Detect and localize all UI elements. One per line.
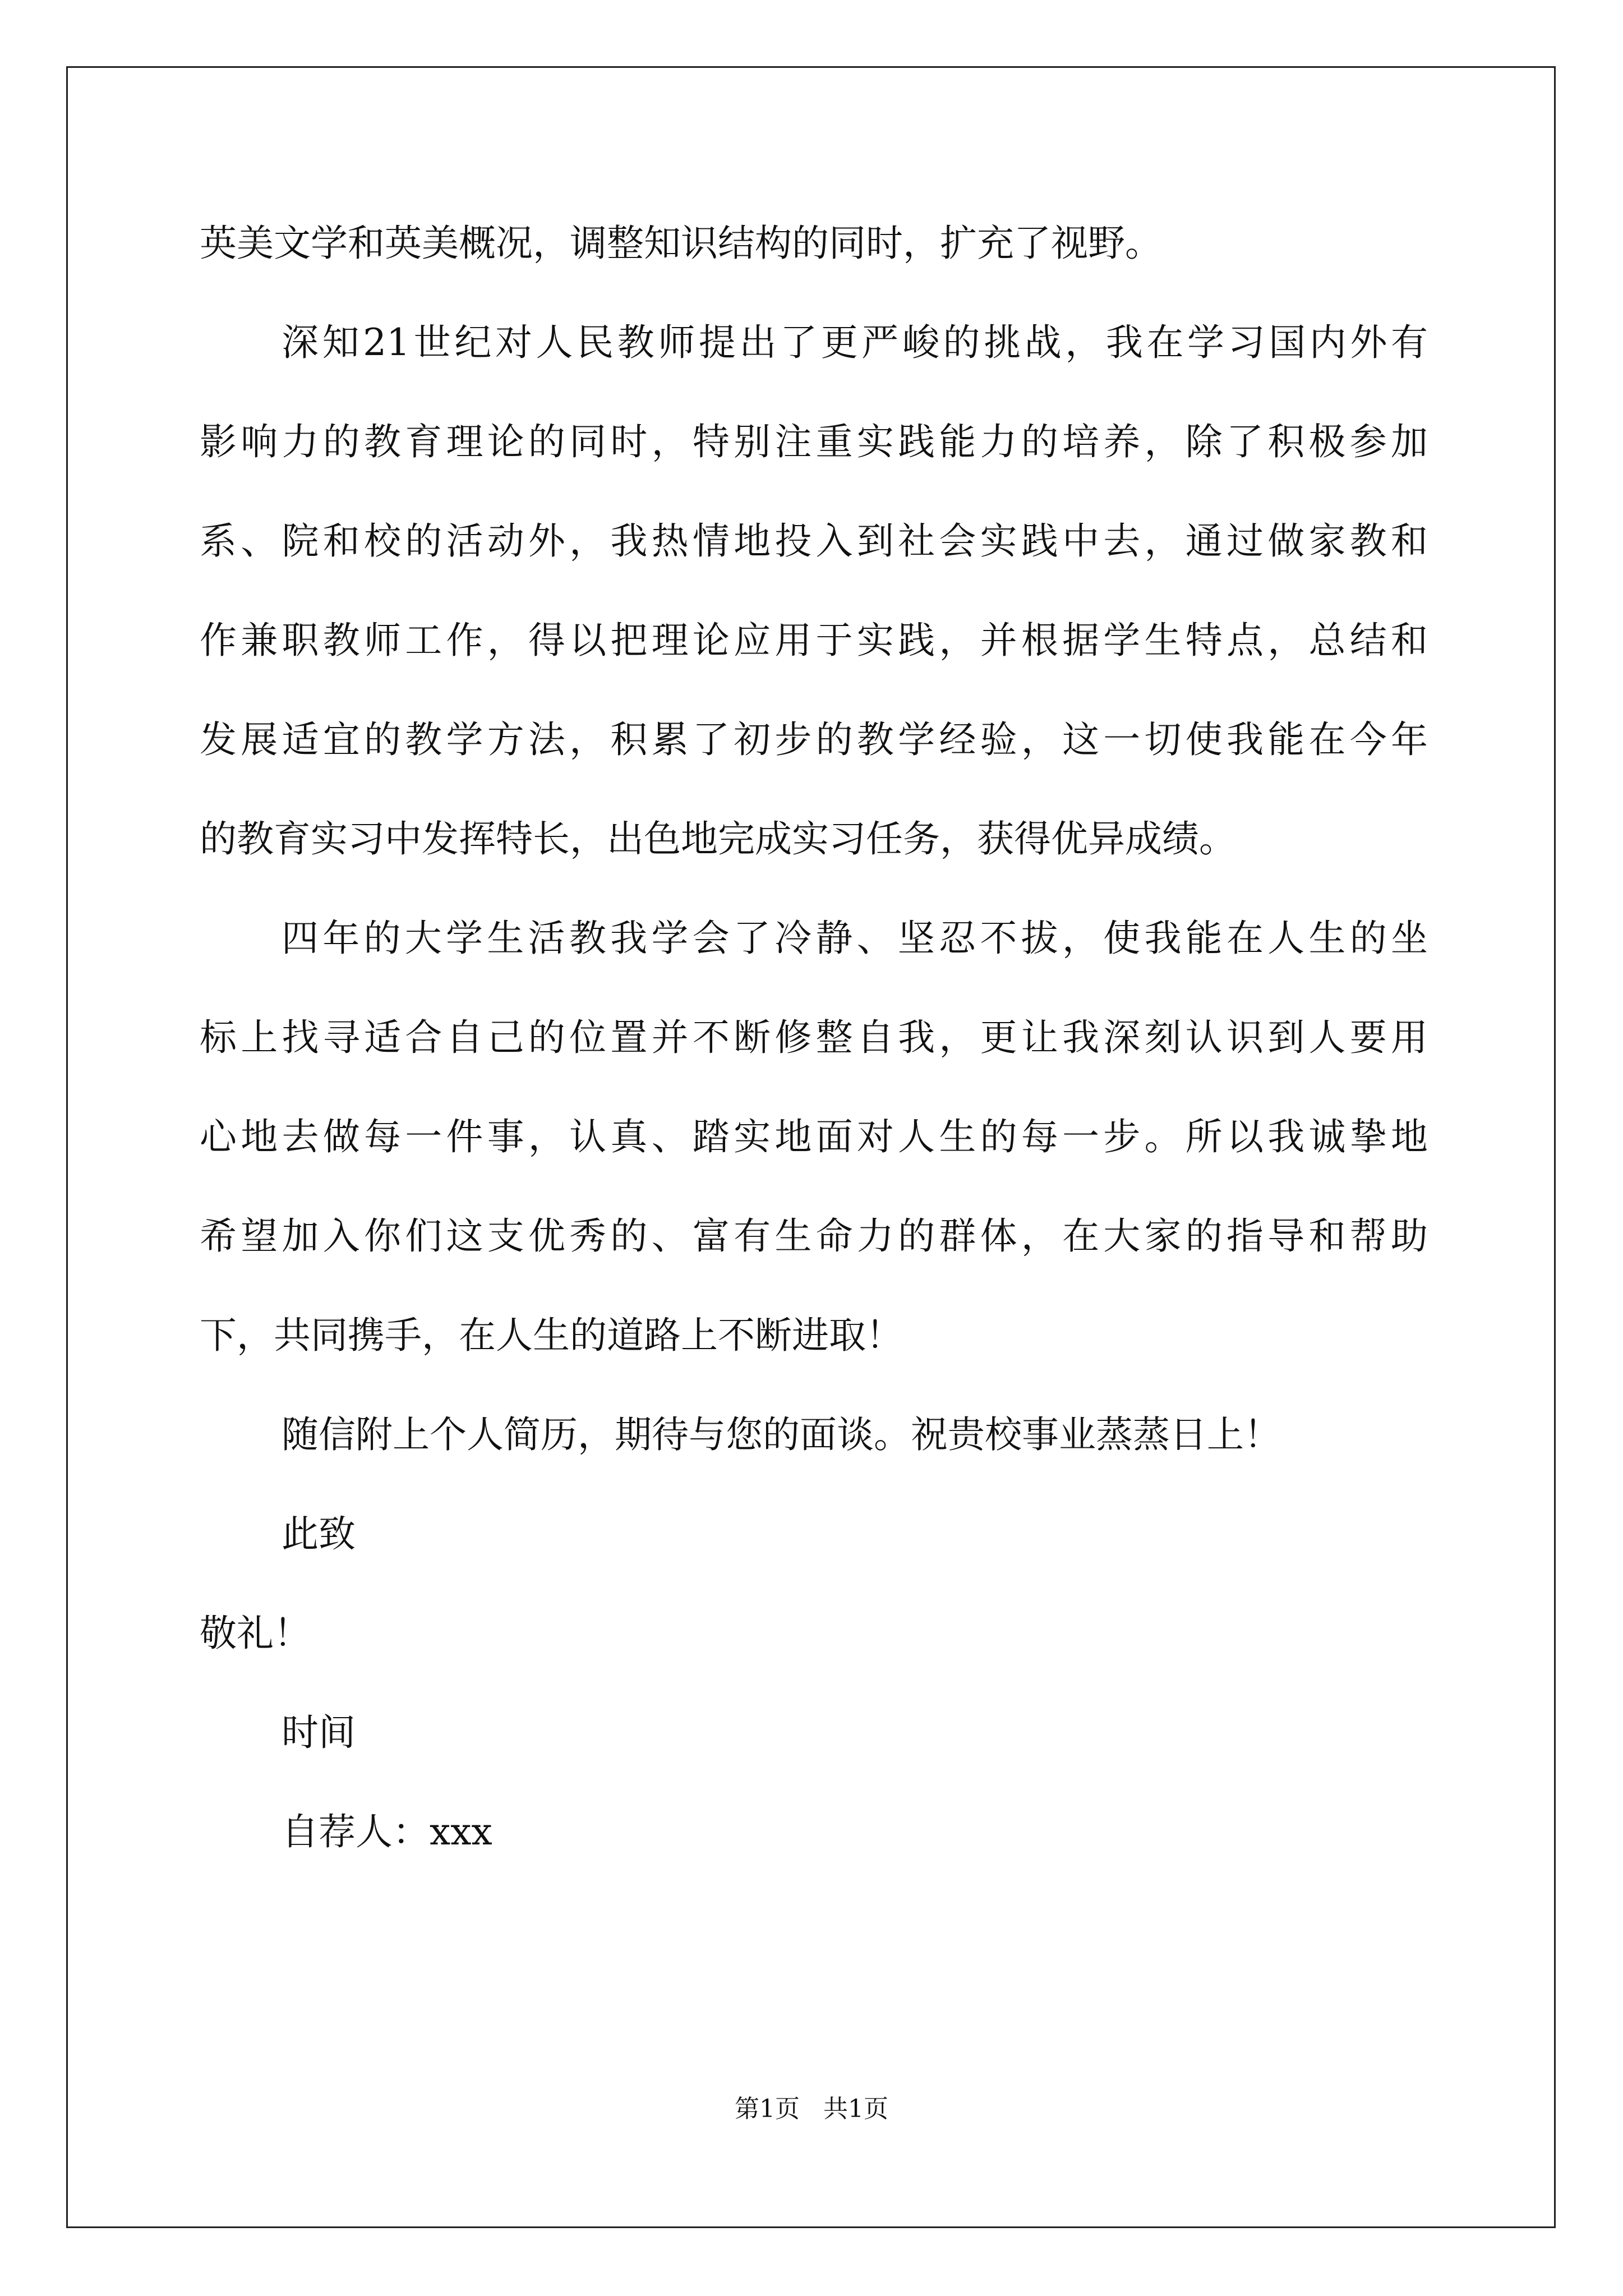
signature-line: 自荐人：xxx <box>282 1810 492 1853</box>
text-line: 发展适宜的教学方法，积累了初步的教学经验，这一切使我能在今年 <box>200 718 1428 761</box>
closing-line: 敬礼！ <box>200 1612 311 1655</box>
text-line: 系、院和校的活动外，我热情地投入到社会实践中去，通过做家教和 <box>200 519 1428 563</box>
text-line: 希望加入你们这支优秀的、富有生命力的群体，在大家的指导和帮助 <box>200 1214 1428 1258</box>
letter-body <box>200 194 1428 1881</box>
text-line: 深知21世纪对人民教师提出了更严峻的挑战，我在学习国内外有 <box>282 321 1428 364</box>
text-line: 下，共同携手，在人生的道路上不断进取！ <box>200 1314 903 1357</box>
text-line: 心地去做每一件事，认真、踏实地面对人生的每一步。所以我诚挚地 <box>200 1115 1428 1158</box>
text-line: 四年的大学生活教我学会了冷静、坚忍不拔，使我能在人生的坐 <box>282 917 1428 960</box>
salutation-line: 此致 <box>282 1512 356 1556</box>
text-line: 标上找寻适合自己的位置并不断修整自我，更让我深刻认识到人要用 <box>200 1016 1428 1059</box>
text-line: 随信附上个人简历，期待与您的面谈。祝贵校事业蒸蒸日上！ <box>282 1413 1281 1456</box>
page-number-footer: 第1页 共1页 <box>735 2095 888 2123</box>
text-line: 作兼职教师工作，得以把理论应用于实践，并根据学生特点，总结和 <box>200 619 1428 662</box>
text-line: 影响力的教育理论的同时，特别注重实践能力的培养，除了积极参加 <box>200 420 1428 463</box>
date-line: 时间 <box>282 1711 356 1754</box>
text-line: 的教育实习中发挥特长，出色地完成实习任务，获得优异成绩。 <box>200 817 1236 861</box>
text-line: 英美文学和英美概况，调整知识结构的同时，扩充了视野。 <box>200 222 1162 265</box>
